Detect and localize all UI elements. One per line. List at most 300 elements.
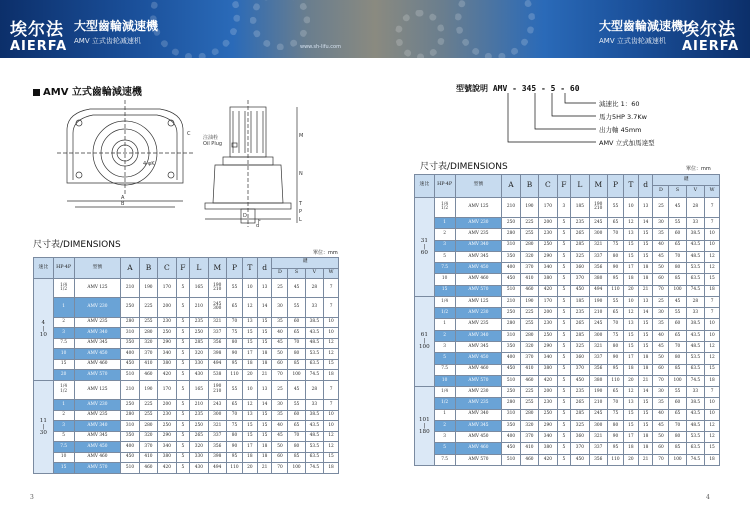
table-cell: 20 bbox=[623, 454, 638, 465]
table-cell: 60 bbox=[288, 410, 305, 421]
table-cell: 7 bbox=[324, 380, 339, 399]
header-title-block bbox=[599, 17, 683, 46]
col-header-key-v: V bbox=[686, 186, 704, 197]
gear-decoration-icon bbox=[455, 0, 535, 58]
table-cell: AMV 340 bbox=[455, 330, 502, 341]
table-cell: 12 bbox=[623, 387, 638, 398]
table-row bbox=[415, 197, 720, 218]
table-cell: 10 bbox=[623, 197, 638, 218]
table-cell: 60 bbox=[653, 364, 669, 375]
table-cell: 18 bbox=[257, 349, 272, 360]
table-cell: 15 bbox=[638, 240, 653, 251]
table-cell: 5 bbox=[557, 375, 571, 386]
table-row bbox=[415, 263, 720, 274]
table-cell: 450 bbox=[502, 364, 520, 375]
table-cell: AMV 340 bbox=[455, 409, 502, 420]
table-cell: 280 bbox=[520, 240, 538, 251]
table-cell: 510 bbox=[502, 454, 520, 465]
table-cell: 40 bbox=[653, 409, 669, 420]
table-row bbox=[415, 420, 720, 431]
table-cell: 290 bbox=[158, 338, 176, 349]
unit-label: 單位：mm bbox=[313, 250, 338, 256]
table-cell: AMV 450 bbox=[455, 263, 502, 274]
table-cell: 18 bbox=[705, 375, 720, 386]
table-cell: 510 bbox=[121, 370, 139, 381]
table-cell: 5 bbox=[176, 338, 190, 349]
table-cell: 5 bbox=[176, 442, 190, 453]
table-cell: 3 bbox=[557, 197, 571, 218]
table-cell: 210 bbox=[190, 400, 208, 411]
table-cell: 55 bbox=[608, 296, 624, 307]
table-cell: 33 bbox=[686, 218, 704, 229]
table-cell: 15 bbox=[638, 251, 653, 262]
table-cell: 210 bbox=[589, 398, 607, 409]
table-cell: 10 bbox=[623, 296, 638, 307]
table-row bbox=[34, 400, 339, 411]
table-cell: 265 bbox=[190, 431, 208, 442]
table-cell: 17 bbox=[623, 432, 638, 443]
table-cell: 80 bbox=[288, 349, 305, 360]
table-cell: 190 bbox=[589, 296, 607, 307]
table-cell: 43.5 bbox=[305, 328, 323, 339]
table-cell: 75 bbox=[227, 421, 243, 432]
table-cell: 5 bbox=[557, 341, 571, 352]
table-cell: 45 bbox=[653, 251, 669, 262]
table-cell: 350 bbox=[121, 431, 139, 442]
table-cell: AMV 345 bbox=[74, 431, 121, 442]
table-cell: 250 bbox=[539, 330, 557, 341]
table-cell: 10 bbox=[53, 452, 74, 463]
col-header-m: M bbox=[589, 175, 607, 198]
table-cell: 55 bbox=[669, 218, 686, 229]
table-cell: 1 bbox=[53, 400, 74, 411]
table-cell: 265 bbox=[571, 398, 589, 409]
table-cell: 10 bbox=[324, 317, 339, 328]
table-cell: 460 bbox=[520, 285, 538, 296]
table-cell: 21 bbox=[638, 454, 653, 465]
table-cell: 53.5 bbox=[686, 263, 704, 274]
col-header-model: 型號 bbox=[74, 258, 121, 279]
table-cell: 55 bbox=[288, 298, 305, 317]
gear-decoration-icon bbox=[150, 0, 240, 58]
table-cell: 5 bbox=[176, 400, 190, 411]
table-cell: 330 bbox=[190, 359, 208, 370]
table-cell: 70 bbox=[227, 410, 243, 421]
table-cell: 12 bbox=[705, 251, 720, 262]
table-cell: 7 bbox=[324, 400, 339, 411]
table-cell: 90 bbox=[608, 353, 624, 364]
table-cell: 7.5 bbox=[53, 338, 74, 349]
table-cell: 40 bbox=[653, 240, 669, 251]
table-cell: AMV 235 bbox=[455, 398, 502, 409]
table-row bbox=[415, 432, 720, 443]
section-heading: AMV 立式齒輪減速機 bbox=[33, 83, 142, 98]
table-cell: 55 bbox=[227, 380, 243, 399]
table-cell: 5 bbox=[176, 279, 190, 298]
table-cell: 5 bbox=[557, 454, 571, 465]
table-cell: 460 bbox=[139, 370, 157, 381]
col-header-ratio: 速比 bbox=[415, 175, 435, 198]
col-header-f: F bbox=[176, 258, 190, 279]
table-cell: 15 bbox=[638, 409, 653, 420]
table-cell: 10 bbox=[242, 279, 257, 298]
table-cell: 53.5 bbox=[686, 353, 704, 364]
table-cell: 30 bbox=[653, 308, 669, 319]
table-cell: 80 bbox=[227, 431, 243, 442]
table-cell: 5 bbox=[557, 285, 571, 296]
table-cell: 85 bbox=[288, 452, 305, 463]
table-cell: 5 bbox=[557, 218, 571, 229]
table-cell: 510 bbox=[502, 375, 520, 386]
table-cell: 340 bbox=[539, 353, 557, 364]
table-cell: 70 bbox=[669, 420, 686, 431]
table-cell: 85 bbox=[288, 359, 305, 370]
table-cell: 1/4 1/2 bbox=[434, 197, 455, 218]
table-cell: 245 bbox=[589, 218, 607, 229]
table-cell: 35 bbox=[653, 319, 669, 330]
dim-label-b: B bbox=[121, 201, 125, 207]
table-cell: 7.5 bbox=[434, 454, 455, 465]
table-cell: 325 bbox=[571, 251, 589, 262]
table-row bbox=[415, 443, 720, 454]
table-cell: 170 bbox=[158, 380, 176, 399]
table-row bbox=[415, 274, 720, 285]
table-cell: 65 bbox=[227, 298, 243, 317]
table-cell: 70 bbox=[669, 251, 686, 262]
table-cell: 410 bbox=[520, 274, 538, 285]
table-cell: 250 bbox=[158, 421, 176, 432]
table-cell: 15 bbox=[638, 319, 653, 330]
table-cell: 230 bbox=[539, 398, 557, 409]
table-cell: 7.5 bbox=[434, 263, 455, 274]
col-header-m: M bbox=[208, 258, 226, 279]
table-cell: 15 bbox=[623, 251, 638, 262]
table-cell: 15 bbox=[623, 240, 638, 251]
table-cell: AMV 125 bbox=[455, 296, 502, 307]
table-row bbox=[415, 375, 720, 386]
table-cell: 185 bbox=[571, 296, 589, 307]
table-cell: 190 bbox=[520, 296, 538, 307]
table-cell: 370 bbox=[571, 274, 589, 285]
table-cell: 200 bbox=[539, 308, 557, 319]
table-cell: 48.5 bbox=[305, 338, 323, 349]
table-cell: AMV 570 bbox=[74, 463, 121, 474]
table-cell: 63.5 bbox=[305, 452, 323, 463]
table-cell: 5 bbox=[176, 317, 190, 328]
table-cell: 12 bbox=[705, 420, 720, 431]
table-cell: 74.5 bbox=[686, 454, 704, 465]
table-cell: 350 bbox=[502, 420, 520, 431]
table-cell: 7 bbox=[705, 197, 720, 218]
table-cell: 5 bbox=[176, 452, 190, 463]
table-cell: 190 bbox=[139, 380, 157, 399]
table-cell: 30 bbox=[653, 387, 669, 398]
table-cell: 360 bbox=[571, 432, 589, 443]
table-cell: 280 bbox=[520, 330, 538, 341]
header-title: 大型齒輪減速機 bbox=[599, 19, 684, 33]
table-cell: 460 bbox=[139, 463, 157, 474]
table-cell: 110 bbox=[227, 463, 243, 474]
table-cell: 18 bbox=[623, 443, 638, 454]
table-cell: 10 bbox=[705, 319, 720, 330]
table-cell: 2 bbox=[53, 410, 74, 421]
table-cell: 18 bbox=[257, 442, 272, 453]
table-cell: 330 bbox=[190, 452, 208, 463]
table-row bbox=[415, 218, 720, 229]
table-cell: 380 bbox=[589, 375, 607, 386]
oil-plug-en: Oil Plug bbox=[203, 141, 223, 147]
table-cell: 10 bbox=[434, 274, 455, 285]
table-cell: AMV 345 bbox=[455, 420, 502, 431]
table-cell: 48.5 bbox=[686, 341, 704, 352]
table-cell: 250 bbox=[539, 409, 557, 420]
col-header-b: B bbox=[520, 175, 538, 198]
technical-drawing bbox=[55, 95, 335, 230]
table-cell: 12 bbox=[242, 298, 257, 317]
table-cell: 300 bbox=[208, 410, 226, 421]
table-cell: 100 bbox=[669, 454, 686, 465]
table-cell: 18 bbox=[242, 452, 257, 463]
table-cell: 310 bbox=[502, 240, 520, 251]
table-cell: AMV 340 bbox=[74, 328, 121, 339]
table-cell: 337 bbox=[208, 328, 226, 339]
table-cell: 43.5 bbox=[686, 240, 704, 251]
table-cell: 1/4 bbox=[434, 387, 455, 398]
table-cell: AMV 345 bbox=[455, 251, 502, 262]
table-cell: 13 bbox=[242, 317, 257, 328]
table-cell: AMV 230 bbox=[455, 308, 502, 319]
table-cell: 100 bbox=[669, 285, 686, 296]
table-cell: 110 bbox=[608, 285, 624, 296]
table-cell: 350 bbox=[502, 251, 520, 262]
table-cell: 310 bbox=[121, 421, 139, 432]
brand-name-en: AIERFA bbox=[10, 39, 68, 54]
table-cell: 5 bbox=[434, 251, 455, 262]
table-cell: 5 bbox=[176, 380, 190, 399]
table-cell: 450 bbox=[571, 285, 589, 296]
table-cell: 28 bbox=[686, 197, 704, 218]
table-cell: 18 bbox=[623, 274, 638, 285]
table-cell: 190 210 bbox=[208, 380, 226, 399]
table-cell: 18 bbox=[324, 463, 339, 474]
table-cell: 410 bbox=[139, 359, 157, 370]
table-cell: 35 bbox=[272, 410, 288, 421]
table-cell: 100 bbox=[288, 370, 305, 381]
table-cell: 230 bbox=[539, 319, 557, 330]
table-cell: 190 bbox=[520, 197, 538, 218]
table-cell: 5 bbox=[176, 370, 190, 381]
table-cell: 320 bbox=[520, 420, 538, 431]
table-row bbox=[415, 353, 720, 364]
table-cell: AMV 230 bbox=[455, 218, 502, 229]
table-cell: AMV 235 bbox=[455, 319, 502, 330]
table-cell: AMV 340 bbox=[74, 421, 121, 432]
table-cell: 450 bbox=[571, 375, 589, 386]
table-cell: 255 bbox=[520, 319, 538, 330]
dim-label-l: L bbox=[299, 217, 302, 223]
table-cell: 43.5 bbox=[305, 421, 323, 432]
table-cell: 380 bbox=[539, 443, 557, 454]
table-cell: 5 bbox=[557, 364, 571, 375]
col-header-hp: HP-4P bbox=[53, 258, 74, 279]
table-cell: 50 bbox=[272, 442, 288, 453]
table-cell: 235 bbox=[571, 387, 589, 398]
table-cell: 190 bbox=[589, 387, 607, 398]
table-cell: 200 bbox=[539, 387, 557, 398]
table-cell: 60 bbox=[288, 317, 305, 328]
table-cell: AMV 235 bbox=[455, 229, 502, 240]
table-cell: 15 bbox=[623, 330, 638, 341]
table-cell: 225 bbox=[139, 298, 157, 317]
table-cell: AMV 570 bbox=[74, 370, 121, 381]
table-cell: 75 bbox=[608, 330, 624, 341]
table-cell: 15 bbox=[257, 328, 272, 339]
table-cell: 225 bbox=[520, 308, 538, 319]
table-cell: 5 bbox=[557, 420, 571, 431]
model-code-value: AMV - 345 - 5 - 60 bbox=[492, 84, 580, 93]
col-header-l: L bbox=[190, 258, 208, 279]
table-cell: 95 bbox=[608, 443, 624, 454]
brand-name-en: AIERFA bbox=[682, 39, 740, 54]
table-cell: 70 bbox=[227, 317, 243, 328]
table-cell: 337 bbox=[589, 443, 607, 454]
table-cell: 1 bbox=[434, 218, 455, 229]
table-cell: 321 bbox=[589, 432, 607, 443]
page-number-left: 3 bbox=[30, 494, 34, 501]
table-cell: 110 bbox=[608, 375, 624, 386]
col-header-c: C bbox=[539, 175, 557, 198]
table-cell: 1/4 1/2 bbox=[53, 380, 74, 399]
table-cell: 356 bbox=[589, 263, 607, 274]
table-cell: 13 bbox=[638, 296, 653, 307]
col-header-key-d: D bbox=[272, 268, 288, 279]
table-cell: 7 bbox=[324, 298, 339, 317]
table-cell: 75 bbox=[608, 409, 624, 420]
table-cell: 243 bbox=[208, 400, 226, 411]
table-cell: 80 bbox=[608, 251, 624, 262]
table-cell: 18 bbox=[257, 359, 272, 370]
table-cell: 210 bbox=[589, 308, 607, 319]
table-cell: 265 bbox=[571, 319, 589, 330]
table-cell: AMV 460 bbox=[74, 452, 121, 463]
col-header-c: C bbox=[158, 258, 176, 279]
table-cell: 110 bbox=[608, 454, 624, 465]
table-cell: 1 bbox=[434, 409, 455, 420]
table-cell: 245 bbox=[589, 409, 607, 420]
table-cell: 410 bbox=[139, 452, 157, 463]
table-cell: 3 bbox=[434, 341, 455, 352]
table-cell: 310 bbox=[502, 330, 520, 341]
table-cell: 340 bbox=[158, 349, 176, 360]
table-cell: 10 bbox=[705, 398, 720, 409]
table-cell: 14 bbox=[257, 298, 272, 317]
table-cell: 15 bbox=[705, 364, 720, 375]
dim-label-p: P bbox=[299, 209, 303, 215]
table-row bbox=[415, 364, 720, 375]
table-cell: 13 bbox=[638, 197, 653, 218]
table-cell: 75 bbox=[227, 328, 243, 339]
table-row bbox=[34, 338, 339, 349]
table-cell: 10 bbox=[242, 380, 257, 399]
table-cell: 40 bbox=[272, 421, 288, 432]
table-cell: 340 bbox=[539, 432, 557, 443]
table-cell: 38.5 bbox=[305, 317, 323, 328]
table-cell: 12 bbox=[242, 400, 257, 411]
table-cell: AMV 450 bbox=[455, 432, 502, 443]
table-cell: 35 bbox=[653, 398, 669, 409]
table-cell: 18 bbox=[705, 454, 720, 465]
table-cell: 14 bbox=[257, 400, 272, 411]
table-cell: 398 bbox=[208, 349, 226, 360]
table-cell: 45 bbox=[669, 296, 686, 307]
table-cell: 380 bbox=[158, 452, 176, 463]
table-cell: 5 bbox=[557, 443, 571, 454]
table-cell: 7 bbox=[705, 296, 720, 307]
table-cell: 370 bbox=[571, 443, 589, 454]
table-cell: 70 bbox=[653, 285, 669, 296]
table-row bbox=[415, 398, 720, 409]
table-cell: 250 bbox=[190, 421, 208, 432]
table-cell: 380 bbox=[539, 274, 557, 285]
table-cell: 18 bbox=[638, 353, 653, 364]
table-cell: 325 bbox=[571, 420, 589, 431]
table-cell: 280 bbox=[121, 317, 139, 328]
table-cell: AMV 450 bbox=[74, 442, 121, 453]
table-cell: 245 300 bbox=[208, 298, 226, 317]
col-header-ratio: 速比 bbox=[34, 258, 54, 279]
table-cell: 90 bbox=[608, 432, 624, 443]
page-number-right: 4 bbox=[706, 494, 710, 501]
table-cell: 320 bbox=[139, 338, 157, 349]
table-cell: 13 bbox=[623, 319, 638, 330]
table-cell: 15 bbox=[705, 443, 720, 454]
table-cell: 400 bbox=[502, 432, 520, 443]
table-row bbox=[34, 328, 339, 339]
table-cell: 60 bbox=[653, 274, 669, 285]
brand-name-cn: 埃尔法 bbox=[682, 20, 736, 40]
table-cell: 170 bbox=[539, 197, 557, 218]
dim-label-n: N bbox=[299, 171, 303, 177]
table-cell: 2 bbox=[434, 420, 455, 431]
table-cell: 165 bbox=[190, 380, 208, 399]
table-cell: 5 bbox=[557, 398, 571, 409]
ratio-cell: 31 | 60 bbox=[415, 197, 435, 296]
table-cell: 337 bbox=[208, 431, 226, 442]
table-cell: 15 bbox=[242, 338, 257, 349]
table-cell: 20 bbox=[53, 370, 74, 381]
table-cell: 38.5 bbox=[686, 319, 704, 330]
col-header-d: d bbox=[638, 175, 653, 198]
table-cell: 235 bbox=[190, 410, 208, 421]
table-cell: 321 bbox=[589, 341, 607, 352]
table-cell: 10 bbox=[53, 349, 74, 360]
table-cell: 15 bbox=[638, 398, 653, 409]
table-cell: 15 bbox=[257, 421, 272, 432]
table-cell: 15 bbox=[324, 452, 339, 463]
table-cell: 5 bbox=[176, 349, 190, 360]
table-cell: 5 bbox=[176, 463, 190, 474]
table-cell: 35 bbox=[653, 229, 669, 240]
table-cell: 45 bbox=[669, 197, 686, 218]
table-cell: 235 bbox=[190, 317, 208, 328]
table-cell: 420 bbox=[539, 285, 557, 296]
table-row bbox=[34, 452, 339, 463]
table-cell: 420 bbox=[539, 375, 557, 386]
table-cell: 18 bbox=[242, 359, 257, 370]
table-cell: 48.5 bbox=[686, 251, 704, 262]
table-cell: 70 bbox=[653, 454, 669, 465]
table-cell: 60 bbox=[653, 443, 669, 454]
